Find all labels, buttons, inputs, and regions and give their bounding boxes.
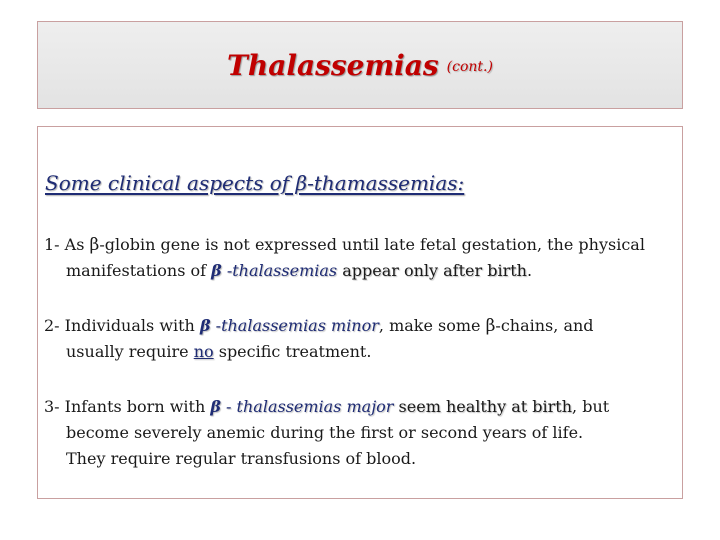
text-run: . [526,261,533,280]
beta-symbol: β [210,397,221,416]
text-run: 3- Infants born with [44,397,211,416]
text-run: -globin gene is not expressed until late fetal gestation, the physical [99,235,645,254]
item-line [44,258,674,284]
text-run: 1- As [44,235,90,254]
text-run: manifestations of [66,261,212,280]
item-line [44,339,674,365]
beta-symbol: β [485,316,496,336]
item-line [44,394,674,420]
text-run: specific treatment. [213,342,372,361]
text-run: , make some [378,316,486,335]
beta-symbol: β [89,235,100,255]
beta-symbol: β [199,316,211,335]
text-run: -chains, and [495,316,594,335]
section-heading: Some clinical aspects of β-thamassemias: [45,171,465,195]
item-line [44,313,674,339]
emphasis-text: no [193,342,214,361]
list-item [44,313,674,365]
item-line [44,232,674,258]
text-run: , but [572,397,610,416]
text-run: 2- Individuals with [44,316,200,335]
text-run: seem healthy at birth [393,397,573,416]
emphasis-text: -thalassemias [221,261,338,280]
slide-title-suffix: (cont.) [446,59,493,75]
text-run: appear only after birth [337,261,527,280]
item-line: become severely anemic during the first or second years of life. [66,423,584,442]
emphasis-text: - thalassemias major [220,397,394,416]
list-item [44,232,674,284]
beta-symbol: β [211,261,222,280]
text-run: usually require [66,342,194,361]
slide-title: Thalassemias [227,48,439,82]
item-line: They require regular transfusions of blood. [66,449,417,468]
title-box [37,21,683,109]
emphasis-text: -thalassemias minor [210,316,379,335]
list-item [44,394,674,472]
content-box [37,126,683,499]
